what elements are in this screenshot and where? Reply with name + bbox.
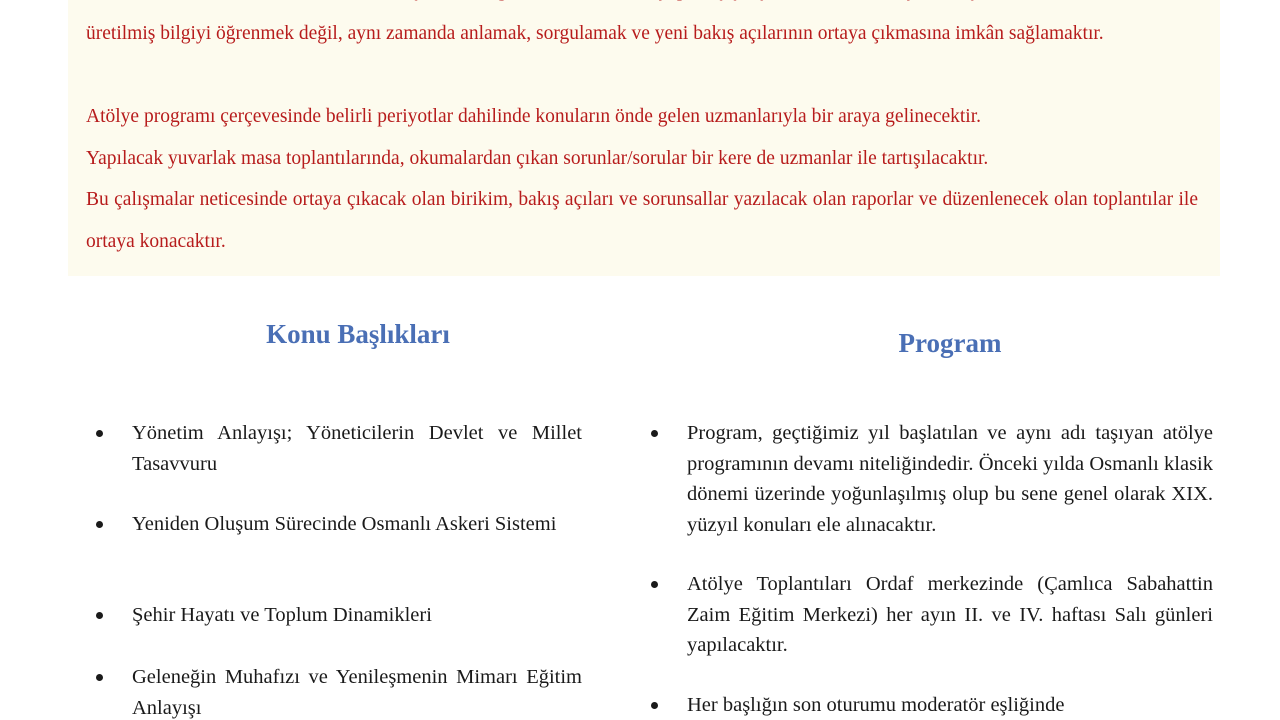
bullet-icon (651, 430, 658, 437)
list-item (651, 569, 1213, 661)
program-list (651, 0, 1213, 720)
intro-paragraph-3: Yapılacak yuvarlak masa toplantılarında, okumalardan çıkan sorunlar/sorular bir kere de uzmanlar ile tartışılacaktır. (86, 148, 989, 169)
bullet-icon (96, 612, 103, 619)
intro-paragraph-1: üretilmiş bilgiyi öğrenmek değil, aynı zamanda anlamak, sorgulamak ve yeni bakış açılarının ortaya çıkmasına imkân sağlamaktır. (86, 23, 1104, 44)
intro-paragraph-4: Bu çalışmalar neticesinde ortaya çıkacak olan birikim, bakış açıları ve sorunsallar yazılacak olan raporlar ve düzenlenecek olan toplantılar ile ortaya konacaktır. (86, 189, 1198, 252)
list-item (96, 418, 582, 479)
bullet-icon (96, 674, 103, 681)
list-item (651, 418, 1213, 540)
bullet-icon (96, 430, 103, 437)
topics-list (96, 0, 582, 720)
bullet-icon (651, 581, 658, 588)
topic-text: Geleneğin Muhafızı ve Yenileşmenin Mimarı Eğitim Anlayışı (132, 666, 582, 719)
topic-text: Yönetim Anlayışı; Yöneticilerin Devlet ve Millet Tasavvuru (132, 422, 582, 475)
bullet-icon (651, 702, 658, 709)
program-text: Her başlığın son oturumu moderatör eşliğinde (687, 694, 1065, 716)
list-item (651, 690, 1213, 720)
topic-text: Şehir Hayatı ve Toplum Dinamikleri (132, 604, 432, 626)
list-item (96, 662, 582, 720)
list-item (96, 600, 582, 631)
topic-text: Yeniden Oluşum Sürecinde Osmanlı Askeri Sistemi (132, 513, 557, 535)
program-heading: Program (898, 328, 1002, 358)
intro-paragraph-2: Atölye programı çerçevesinde belirli periyotlar dahilinde konuların önde gelen uzmanlarıyla bir araya gelinecektir. (86, 106, 982, 127)
program-text: Program, geçtiğimiz yıl başlatılan ve aynı adı taşıyan atölye programının devamı niteliğindedir. Önceki yılda Osmanlı klasik dönemi üzerinde yoğunlaşılmış olup bu sene genel olarak XIX. yüzyıl konuları ele alınacaktır. (687, 422, 1213, 536)
program-text: Atölye Toplantıları Ordaf merkezinde (Çamlıca Sabahattin Zaim Eğitim Merkezi) her ayın II. ve IV. haftası Salı günleri yapılacaktır. (687, 573, 1213, 656)
topics-heading: Konu Başlıkları (266, 319, 450, 349)
list-item (96, 509, 582, 540)
bullet-icon (96, 521, 103, 528)
